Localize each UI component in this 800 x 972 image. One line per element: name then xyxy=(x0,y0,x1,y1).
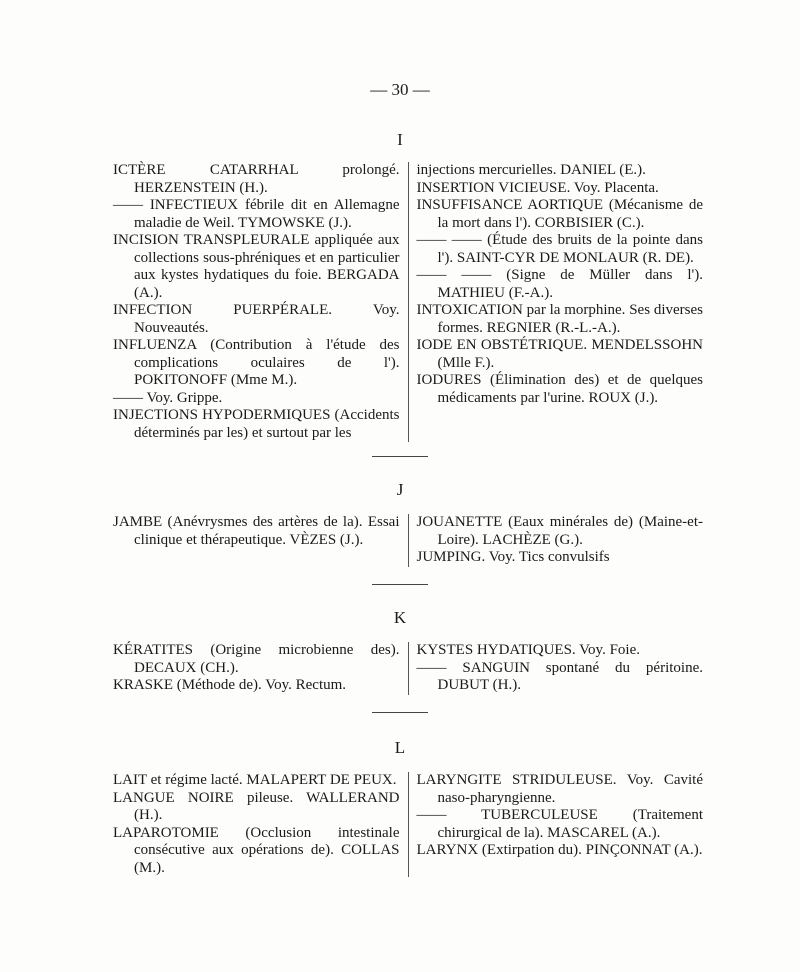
index-entry: —— Voy. Grippe. xyxy=(113,389,223,406)
index-entry: INSUFFISANCE AORTIQUE (Mécanisme de la mort dans l'). CORBISIER (C.). xyxy=(416,197,703,231)
index-entry: LAIT et régime lacté. MALAPERT DE PEUX. xyxy=(113,772,397,788)
index-entry: —— —— (Signe de Müller dans l'). MATHIEU (F.-A.). xyxy=(416,267,703,301)
section-j-left-column xyxy=(113,514,409,567)
index-entry: —— INFECTIEUX fébrile dit en Allemagne maladie de Weil. TYMOWSKE (J.). xyxy=(113,197,400,231)
index-entry: JOUANETTE (Eaux minérales de) (Maine-et-Loire). LACHÈZE (G.). xyxy=(416,514,703,548)
index-entry: LARYNX (Extirpation du). PINÇONNAT (A.). xyxy=(416,842,703,858)
index-entry: INJECTIONS HYPODERMIQUES (Accidents déterminés par les) et surtout par les xyxy=(113,407,400,441)
section-letter-k: K xyxy=(393,608,407,627)
section-l xyxy=(113,772,703,877)
index-entry: INFECTION PUERPÉRALE. Voy. Nouveautés. xyxy=(113,302,400,336)
section-letter-i: I xyxy=(397,130,403,149)
index-entry: KRASKE (Méthode de). Voy. Rectum. xyxy=(113,677,347,693)
index-entry: ICTÈRE CATARRHAL prolongé. HERZENSTEIN (H.). xyxy=(113,162,400,196)
section-l-left-column xyxy=(113,772,409,877)
section-l-right-column xyxy=(409,772,704,877)
index-entry: injections mercurielles. DANIEL (E.). xyxy=(416,162,646,178)
index-entry: LANGUE NOIRE pileuse. WALLERAND (H.). xyxy=(113,789,400,823)
index-entry: INFLUENZA (Contribution à l'étude des complications oculaires de l'). POKITONOFF (Mme M.). xyxy=(113,337,400,388)
index-entry: JAMBE (Anévrysmes des artères de la). Essai clinique et thérapeutique. VÈZES (J.). xyxy=(113,514,400,548)
index-entry: LARYNGITE STRIDULEUSE. Voy. Cavité naso-pharyngienne. xyxy=(416,772,703,806)
index-entry: INCISION TRANSPLEURALE appliquée aux collections sous-phréniques et en particulier aux kystes hydatiques du foie. BERGADA (A.). xyxy=(113,232,400,301)
section-k-right-column xyxy=(409,642,704,695)
index-entry: LAPAROTOMIE (Occlusion intestinale consécutive aux opérations de). COLLAS (M.). xyxy=(113,824,400,876)
section-letter-l: L xyxy=(394,738,406,757)
section-j-right-column xyxy=(409,514,704,567)
index-entry: INSERTION VICIEUSE. Voy. Placenta. xyxy=(416,179,659,196)
section-i-left-column xyxy=(113,162,409,442)
index-entry: KYSTES HYDATIQUES. Voy. Foie. xyxy=(416,642,640,658)
section-j xyxy=(113,514,703,567)
index-entry: —— SANGUIN spontané du péritoine. DUBUT (H.). xyxy=(416,659,703,693)
section-k xyxy=(113,642,703,695)
index-entry: INTOXICATION par la morphine. Ses diverses formes. REGNIER (R.-L.-A.). xyxy=(416,302,703,336)
index-entry: KÉRATITES (Origine microbienne des). DECAUX (CH.). xyxy=(113,642,400,676)
section-divider xyxy=(372,712,428,713)
section-i xyxy=(113,162,703,442)
section-letter-j: J xyxy=(396,480,404,499)
section-k-left-column xyxy=(113,642,409,695)
page-number: — 30 — xyxy=(370,80,430,99)
section-divider xyxy=(372,584,428,585)
section-divider xyxy=(372,456,428,457)
index-entry: IODE EN OBSTÉTRIQUE. MENDELSSOHN (Mlle F.). xyxy=(416,337,703,371)
section-i-right-column xyxy=(409,162,704,442)
index-entry: JUMPING. Voy. Tics convulsifs xyxy=(416,549,610,565)
index-entry: —— TUBERCULEUSE (Traitement chirurgical de la). MASCAREL (A.). xyxy=(416,807,703,841)
index-entry: IODURES (Élimination des) et de quelques médicaments par l'urine. ROUX (J.). xyxy=(416,372,703,406)
index-entry: —— —— (Étude des bruits de la pointe dans l'). SAINT-CYR DE MONLAUR (R. DE). xyxy=(416,232,703,266)
